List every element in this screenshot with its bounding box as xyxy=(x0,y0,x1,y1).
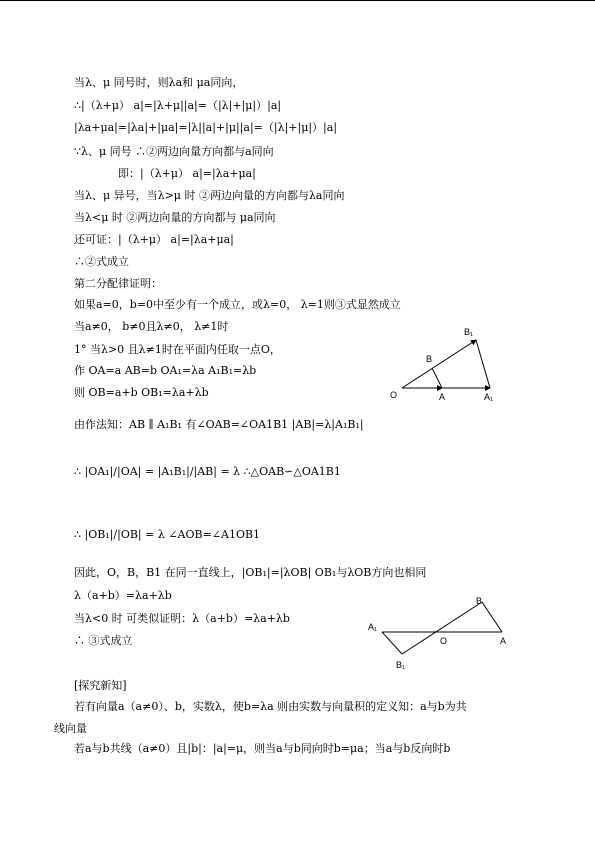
segment-A-B xyxy=(482,602,502,632)
label-O: O xyxy=(440,636,448,646)
label-B1: B₁ xyxy=(464,327,474,337)
label-B: B xyxy=(476,596,483,606)
text-line-8: 还可证：|（λ+μ） a|=|λa+μa| xyxy=(74,233,234,246)
text-line-17: ∴ |OA₁|/|OA| = |A₁B₁|/|AB| = λ ∴△OAB∽△OA1B1 xyxy=(74,465,341,478)
text-line-9: ∴②式成立 xyxy=(74,255,129,268)
figure-negative-lambda xyxy=(364,596,514,676)
figure-similar-triangles xyxy=(390,326,510,406)
segment-A1-B1 xyxy=(382,632,402,654)
text-line-7: 当λ<μ 时 ②两边向量的方向都与 μa同向 xyxy=(74,211,276,224)
top-rule xyxy=(0,0,595,1)
text-line-12: 当a≠0， b≠0且λ≠0， λ≠1时 xyxy=(74,320,229,333)
label-B: B xyxy=(426,354,433,364)
segment-A-B xyxy=(432,368,442,388)
text-line-13: 1° 当λ>0 且λ≠1时在平面内任取一点O， xyxy=(74,343,281,356)
text-line-25: 线向量 xyxy=(54,722,87,735)
label-A1: A₁ xyxy=(368,622,378,632)
label-A: A xyxy=(500,636,507,646)
text-line-19: 因此，O，B，B1 在同一直线上，|OB₁|=|λOB| OB₁与λOB方向也相同 xyxy=(74,566,427,579)
text-line-18: ∴ |OB₁|/|OB| = λ ∠AOB=∠A1OB1 xyxy=(74,528,261,541)
label-B1: B₁ xyxy=(396,660,406,670)
segment-A1-B1 xyxy=(476,340,490,388)
text-line-16: 由作法知：AB ∥ A₁B₁ 有∠OAB=∠OA1B1 |AB|=λ|A₁B₁| xyxy=(74,418,364,431)
segment-B-B1 xyxy=(402,602,482,654)
text-line-26: 若a与b共线（a≠0）且|b|：|a|=μ，则当a与b同向时b=μa；当a与b反向时b xyxy=(74,742,451,755)
text-line-3: |λa+μa|=|λa|+|μa|=|λ||a|+|μ||a|=（|λ|+|μ|）|a| xyxy=(74,121,338,134)
text-line-20: λ（a+b）=λa+λb xyxy=(74,589,172,602)
text-line-4: ∵λ、μ 同号 ∴②两边向量方向都与a同向 xyxy=(74,145,274,158)
text-line-21: 当λ<0 时 可类似证明：λ（a+b）=λa+λb xyxy=(74,612,290,625)
text-line-24: 若有向量a（a≠0）、b，实数λ，使b=λa 则由实数与向量积的定义知：a与b为共 xyxy=(74,700,467,713)
text-line-22: ∴ ③式成立 xyxy=(74,634,133,647)
text-line-6: 当λ、μ 异号，当λ>μ 时 ②两边向量的方向都与λa同向 xyxy=(74,189,345,202)
text-line-5: 即：|（λ+μ） a|=|λa+μa| xyxy=(118,167,256,180)
text-line-11: 如果a=0，b=0中至少有一个成立，或λ=0， λ=1则③式显然成立 xyxy=(74,298,401,311)
label-A: A xyxy=(439,392,446,402)
text-line-10: 第二分配律证明： xyxy=(74,277,162,290)
label-A1: A₁ xyxy=(484,392,494,402)
label-O: O xyxy=(390,390,398,400)
segment-O-B1 xyxy=(402,340,476,388)
text-line-15: 则 OB=a+b OB₁=λa+λb xyxy=(74,386,209,399)
text-line-2: ∴|（λ+μ） a|=|λ+μ||a|=（|λ|+|μ|）|a| xyxy=(74,99,282,112)
text-line-23: [探究新知] xyxy=(74,679,127,692)
text-line-1: 当λ、μ 同号时，则λa和 μa同向， xyxy=(74,76,244,89)
text-line-14: 作 OA=a AB=b OA₁=λa A₁B₁=λb xyxy=(74,364,257,377)
